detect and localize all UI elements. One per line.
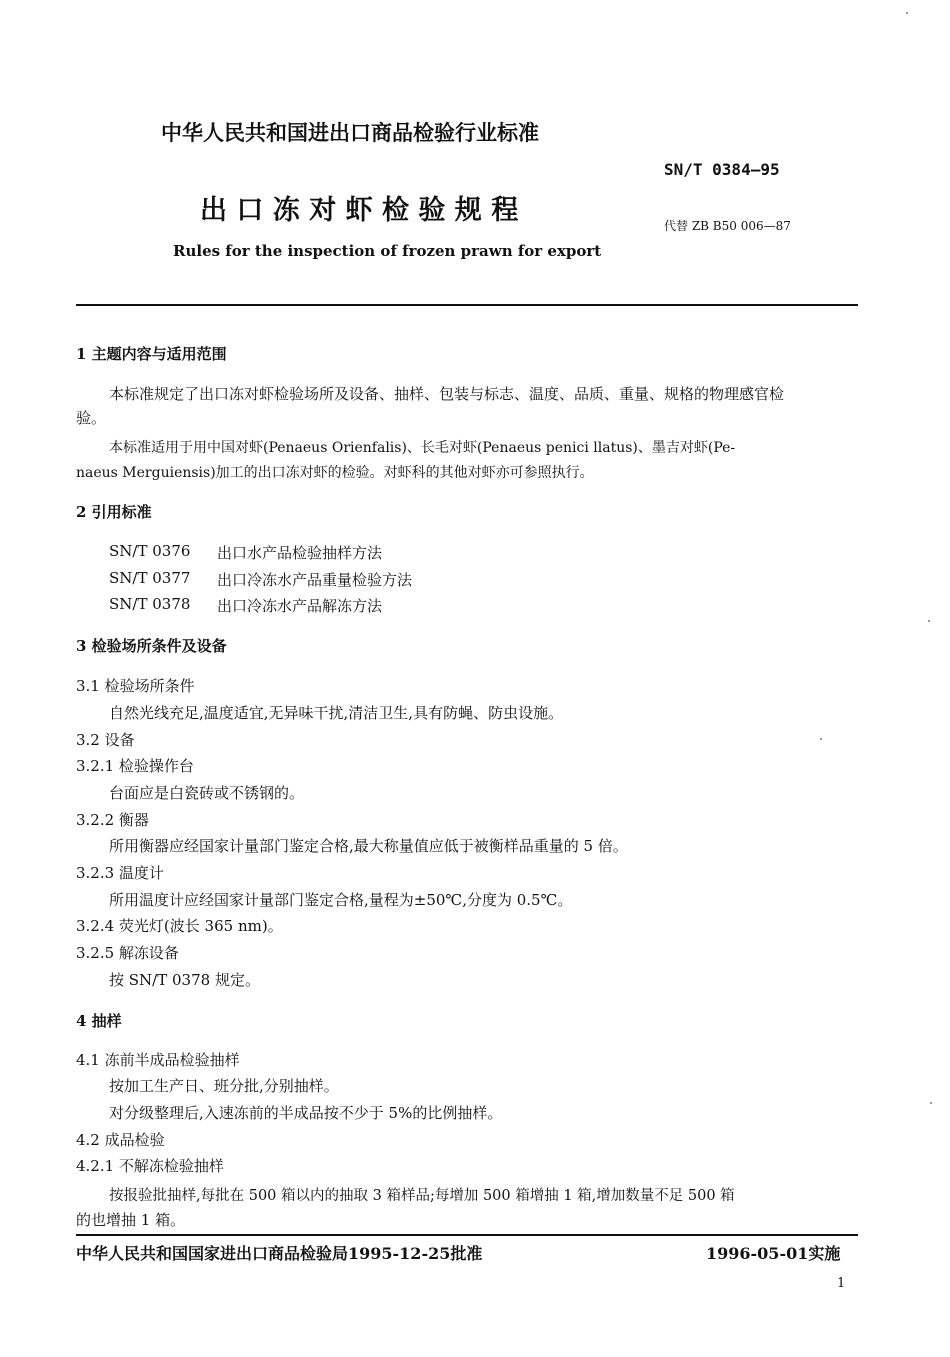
section-3-2-1-text: 台面应是白瓷砖或不锈钢的。	[109, 784, 305, 802]
reference-title: 出口冷冻水产品解冻方法	[217, 597, 383, 615]
scan-speck	[820, 738, 822, 740]
document-title: 出 口 冻 对 虾 检 验 规 程	[200, 195, 519, 226]
section-3-2-4-title: 3.2.4 荧光灯(波长 365 nm)。	[76, 917, 283, 935]
section-4-1-text-2: 对分级整理后,入速冻前的半成品按不少于 5%的比例抽样。	[109, 1104, 503, 1122]
reference-title: 出口冷冻水产品重量检验方法	[217, 571, 413, 589]
section-4-1-title: 4.1 冻前半成品检验抽样	[76, 1051, 240, 1069]
section-3-2-5-text: 按 SN/T 0378 规定。	[109, 971, 260, 989]
scan-speck	[928, 620, 930, 622]
scan-speck	[930, 1102, 932, 1104]
section-4-heading: 4 抽样	[76, 1012, 122, 1030]
section-1-para-1-line-1: 本标准规定了出口冻对虾检验场所及设备、抽样、包装与标志、温度、品质、重量、规格的物理感官检	[109, 385, 785, 403]
reference-title: 出口水产品检验抽样方法	[217, 544, 383, 562]
page-number: 1	[837, 1276, 846, 1291]
reference-code: SN/T 0378	[109, 595, 191, 613]
section-4-2-title: 4.2 成品检验	[76, 1131, 165, 1149]
approval-statement: 中华人民共和国国家进出口商品检验局1995-12-25批准	[76, 1244, 483, 1263]
section-3-1-title: 3.1 检验场所条件	[76, 677, 195, 695]
org-standard-title: 中华人民共和国进出口商品检验行业标准	[161, 120, 539, 145]
reference-code: SN/T 0376	[109, 542, 191, 560]
section-3-2-5-title: 3.2.5 解冻设备	[76, 944, 179, 962]
section-3-2-3-title: 3.2.3 温度计	[76, 864, 164, 882]
section-3-2-title: 3.2 设备	[76, 731, 135, 749]
section-1-para-2-line-1: 本标准适用于用中国对虾(Penaeus Orienfalis)、长毛对虾(Penaeus penici llatus)、墨吉对虾(Pe-	[109, 440, 736, 456]
section-4-2-1-title: 4.2.1 不解冻检验抽样	[76, 1157, 224, 1175]
scan-speck	[906, 12, 908, 14]
section-3-2-1-title: 3.2.1 检验操作台	[76, 757, 194, 775]
section-3-2-3-text: 所用温度计应经国家计量部门鉴定合格,量程为±50℃,分度为 0.5℃。	[109, 891, 573, 909]
section-2-heading: 2 引用标准	[76, 503, 152, 521]
reference-code: SN/T 0377	[109, 569, 191, 587]
section-1-heading: 1 主题内容与适用范围	[76, 345, 227, 363]
english-title: Rules for the inspection of frozen prawn for export	[173, 242, 602, 260]
section-1-para-2-line-2: naeus Merguiensis)加工的出口冻对虾的检验。对虾科的其他对虾亦可参照执行。	[76, 465, 594, 481]
replaces-note: 代替 ZB B50 006—87	[664, 219, 791, 233]
section-4-1-text-1: 按加工生产日、班分批,分别抽样。	[109, 1077, 339, 1095]
standard-code: SN/T 0384—95	[664, 160, 780, 179]
section-3-1-text: 自然光线充足,温度适宜,无异味干扰,清洁卫生,具有防蝇、防虫设施。	[109, 704, 564, 722]
implementation-date: 1996-05-01实施	[706, 1244, 841, 1263]
footer-rule	[76, 1234, 858, 1236]
section-3-heading: 3 检验场所条件及设备	[76, 637, 227, 655]
section-3-2-2-title: 3.2.2 衡器	[76, 811, 149, 829]
section-4-2-1-line-2: 的也增抽 1 箱。	[76, 1211, 186, 1229]
section-4-2-1-line-1: 按报验批抽样,每批在 500 箱以内的抽取 3 箱样品;每增加 500 箱增抽 1 箱,增加数量不足 500 箱	[109, 1188, 735, 1204]
section-1-para-1-line-2: 验。	[76, 409, 107, 427]
header-rule	[76, 304, 858, 306]
section-3-2-2-text: 所用衡器应经国家计量部门鉴定合格,最大称量值应低于被衡样品重量的 5 倍。	[109, 837, 628, 855]
